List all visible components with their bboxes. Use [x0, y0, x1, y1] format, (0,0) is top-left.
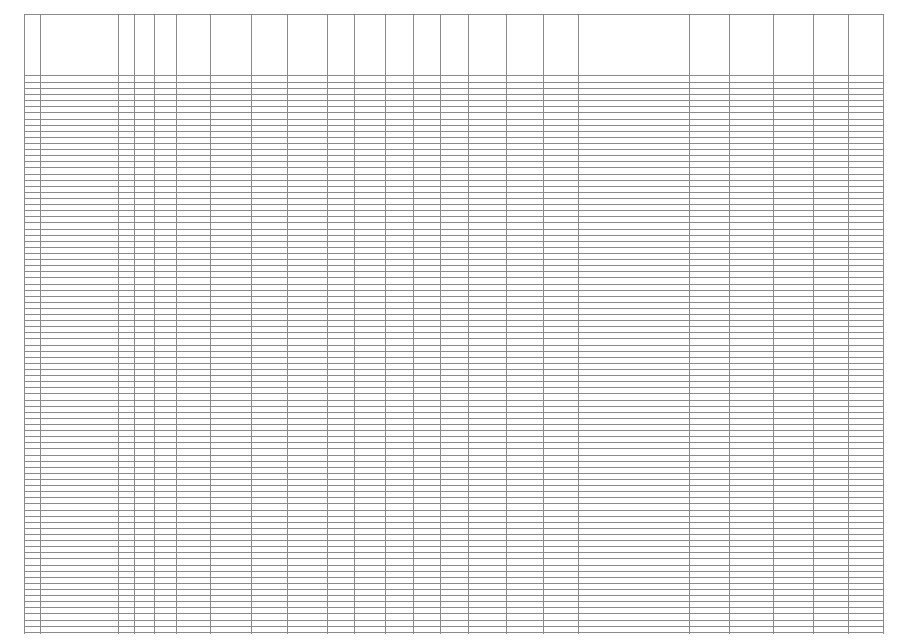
column-header	[154, 15, 176, 76]
column-header	[25, 15, 41, 76]
header-row	[25, 15, 884, 76]
table-cell	[385, 632, 413, 634]
table-cell	[544, 632, 579, 634]
table-cell	[468, 632, 506, 634]
table-cell	[211, 632, 252, 634]
column-header	[849, 15, 884, 76]
table-cell	[251, 632, 287, 634]
table-cell	[506, 632, 544, 634]
table-cell	[689, 632, 730, 634]
table-cell	[814, 632, 849, 634]
table-cell	[849, 632, 884, 634]
column-header	[544, 15, 579, 76]
column-header	[774, 15, 814, 76]
table-cell	[579, 632, 689, 634]
column-header	[579, 15, 689, 76]
table-row	[25, 632, 884, 634]
table-cell	[774, 632, 814, 634]
column-header	[251, 15, 287, 76]
column-header	[287, 15, 327, 76]
table-cell	[41, 632, 119, 634]
table-cell	[327, 632, 355, 634]
table-cell	[287, 632, 327, 634]
table-cell	[355, 632, 386, 634]
table-cell	[135, 632, 154, 634]
table-cell	[730, 632, 774, 634]
column-header	[327, 15, 355, 76]
register-table	[24, 14, 884, 634]
column-header	[385, 15, 413, 76]
column-header	[413, 15, 441, 76]
table-cell	[119, 632, 135, 634]
table-cell	[177, 632, 211, 634]
register-table-sheet	[24, 14, 884, 634]
column-header	[41, 15, 119, 76]
table-cell	[25, 632, 41, 634]
table-cell	[441, 632, 469, 634]
column-header	[177, 15, 211, 76]
column-header	[211, 15, 252, 76]
column-header	[506, 15, 544, 76]
column-header	[441, 15, 469, 76]
column-header	[814, 15, 849, 76]
column-header	[355, 15, 386, 76]
table-cell	[413, 632, 441, 634]
column-header	[135, 15, 154, 76]
column-header	[689, 15, 730, 76]
column-header	[468, 15, 506, 76]
column-header	[730, 15, 774, 76]
column-header	[119, 15, 135, 76]
table-cell	[154, 632, 176, 634]
